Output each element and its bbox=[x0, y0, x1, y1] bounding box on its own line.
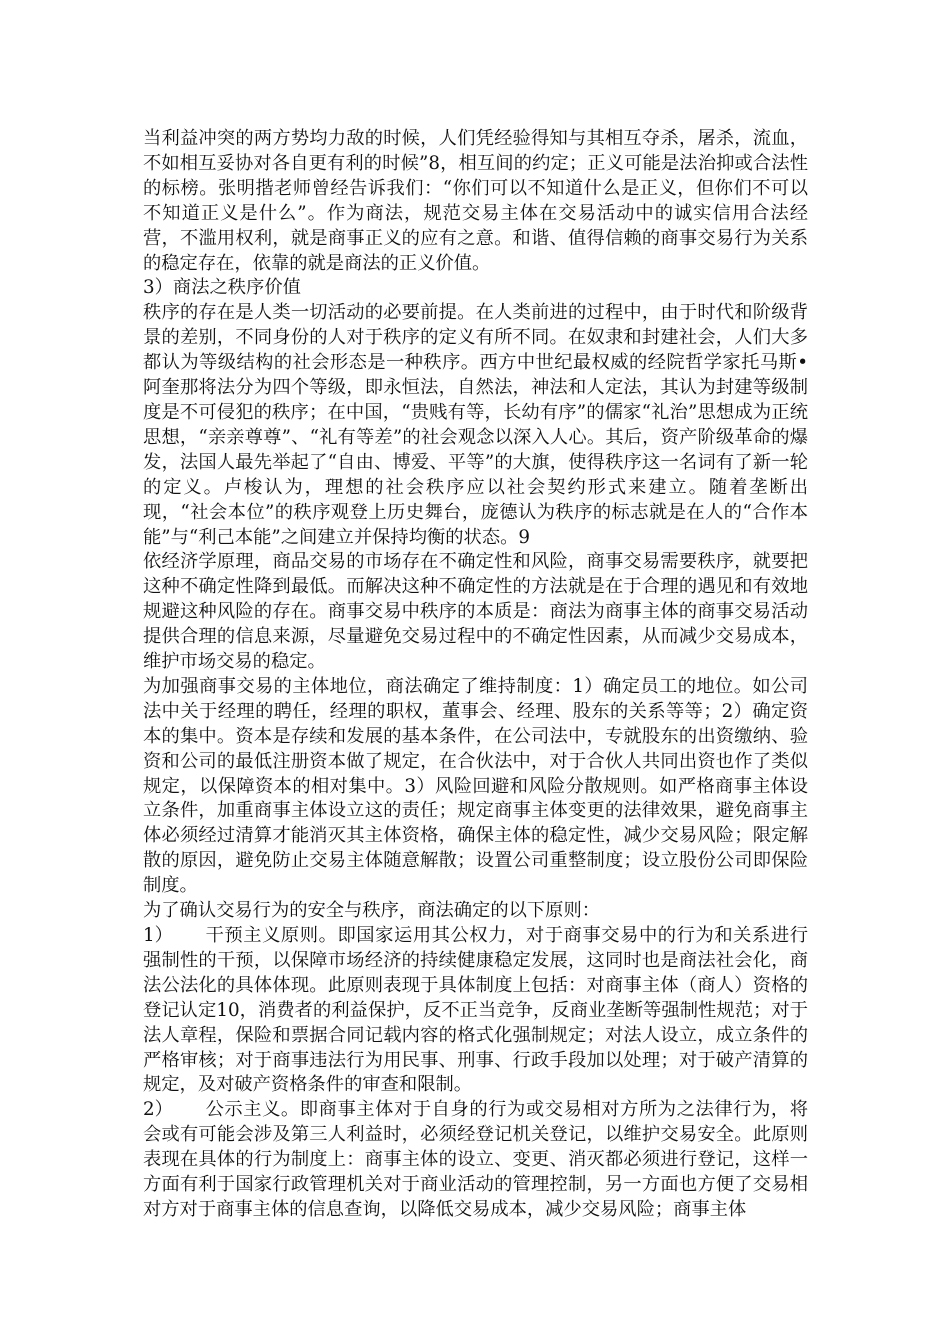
paragraph-justice-value: 当利益冲突的两方势均力敌的时候，人们凭经验得知与其相互夺杀，屠杀，流血，不如相互妥协对各自更有利的时候”8，相互间的约定；正义可能是法治抑或合法性的标榜。张明揩老师曾经告诉我们：“你们可以不知道什么是正义，但你们不可以不知道正义是什么”。作为商法，规范交易主体在交易活动中的诚实信用合法经营，不滥用权利，就是商事正义的应有之意。和谐、值得信赖的商事交易行为关系的稳定存在，依靠的就是商法的正义价值。 bbox=[143, 128, 808, 274]
list-item-publicity-principle bbox=[143, 1098, 808, 1223]
list-item-text: 干预主义原则。即国家运用其公权力，对于商事交易中的行为和关系进行强制性的干预，以保障市场经济的持续健康稳定发展，这同时也是商法社会化，商法公法化的具体体现。此原则表现于具体制度上包括：对商事主体（商人）资格的登记认定10，消费者的利益保护，反不正当竞争，反商业垄断等强制性规范；对于法人章程，保险和票据合同记载内容的格式化强制规定；对法人设立，成立条件的严格审核；对于商事违法行为用民事、刑事、行政手段加以处理；对于破产清算的规定，及对破产资格条件的审查和限制。 bbox=[143, 925, 808, 1096]
list-number: 1） bbox=[143, 925, 173, 946]
paragraph-order-economics: 依经济学原理，商品交易的市场存在不确定性和风险，商事交易需要秩序，就要把这种不确定性降到最低。而解决这种不确定性的方法就是在于合理的遇见和有效地规避这种风险的存在。商事交易中秩序的本质是：商法为商事主体的商事交易活动提供合理的信息来源，尽量避免交易过程中的不确定性因素，从而减少交易成本，维护市场交易的稳定。 bbox=[143, 551, 808, 673]
paragraph-maintenance-system: 为加强商事交易的主体地位，商法确定了维持制度：1）确定员工的地位。如公司法中关于经理的聘任，经理的职权，董事会、经理、股东的关系等等；2）确定资本的集中。资本是存续和发展的基本条件，在公司法中，专就股东的出资缴纳、验资和公司的最低注册资本做了规定，在合伙法中，对于合伙人共同出资也作了类似规定，以保障资本的相对集中。3）风险回避和风险分散规则。如严格商事主体设立条件，加重商事主体设立这的责任；规定商事主体变更的法律效果，避免商事主体必须经过清算才能消灭其主体资格，确保主体的稳定性，减少交易风险；限定解散的原因，避免防止交易主体随意解散；设置公司重整制度；设立股份公司即保险制度。 bbox=[143, 675, 808, 897]
document-page bbox=[143, 127, 808, 1223]
list-number: 2） bbox=[143, 1099, 173, 1121]
paragraph-principles-intro: 为了确认交易行为的安全与秩序，商法确定的以下原则： bbox=[143, 900, 601, 922]
list-item-intervention-principle bbox=[143, 924, 808, 1098]
list-item-text: 公示主义。即商事主体对于自身的行为或交易相对方所为之法律行为，将会或有可能会涉及第三人利益时，必须经登记机关登记，以维护交易安全。此原则表现在具体的行为制度上：商事主体的设立、变更、消灭都必须进行登记，这样一方面有利于国家行政管理机关对于商业活动的管理控制，另一方面也方便了交易相对方对于商事主体的信息查询，以降低交易成本，减少交易风险；商事主体 bbox=[143, 1099, 808, 1220]
section-heading-order-value: 3）商法之秩序价值 bbox=[143, 277, 301, 299]
paragraph-order-history: 秩序的存在是人类一切活动的必要前提。在人类前进的过程中，由于时代和阶级背景的差别，不同身份的人对于秩序的定义有所不同。在奴隶和封建社会，人们大多都认为等级结构的社会形态是一种秩序。西方中世纪最权威的经院哲学家托马斯•阿奎那将法分为四个等级，即永恒法，自然法，神法和人定法，其认为封建等级制度是不可侵犯的秩序；在中国，“贵贱有等，长幼有序”的儒家“礼治”思想成为正统思想，“亲亲尊尊”、“礼有等差”的社会观念以深入人心。其后，资产阶级革命的爆发，法国人最先举起了“自由、博爱、平等”的大旗，使得秩序这一名词有了新一轮的定义。卢梭认为，理想的社会秩序应以社会契约形式来建立。随着垄断出现，“社会本位”的秩序观登上历史舞台，庞德认为秩序的标志就是在人的“合作本能”与“利己本能”之间建立并保持均衡的状态。9 bbox=[143, 302, 808, 548]
